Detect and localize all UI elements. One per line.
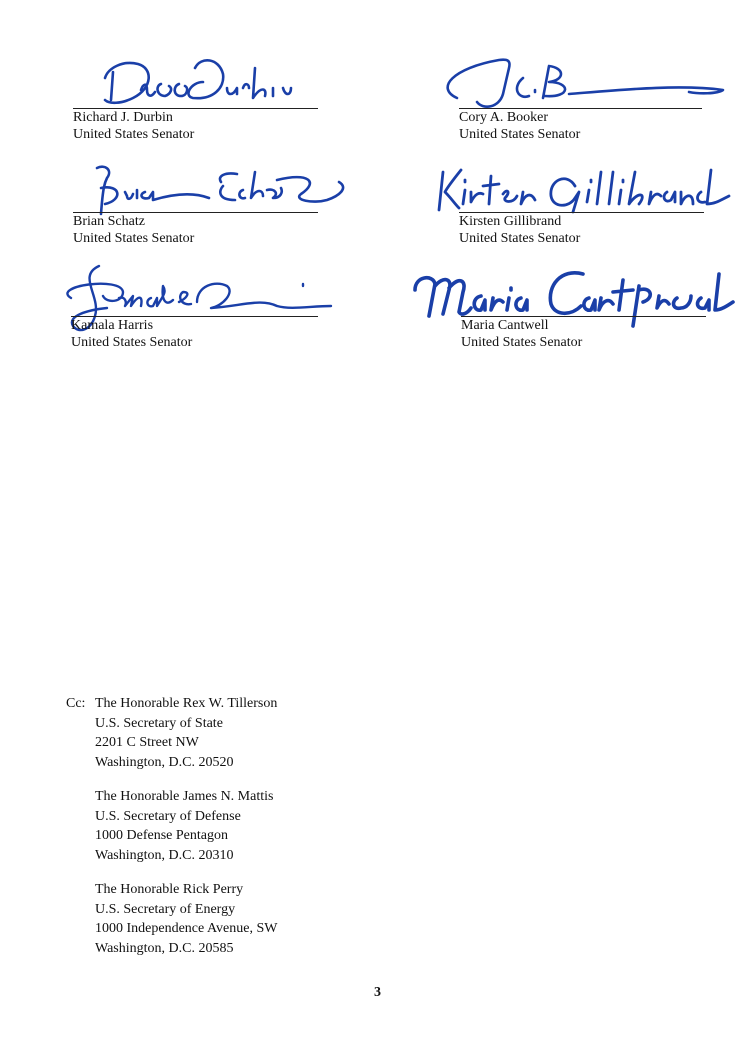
signature-line [459, 212, 704, 213]
cc-recipient-perry [95, 880, 277, 959]
cc-recipient-tillerson [95, 694, 277, 773]
recipient-title: U.S. Secretary of Defense [95, 808, 241, 824]
harris-signature [11, 246, 351, 336]
signer-title: United States Senator [73, 231, 195, 246]
signer-name: Richard J. Durbin [73, 110, 173, 125]
recipient-street: 1000 Defense Pentagon [95, 828, 228, 844]
signer-title: United States Senator [459, 127, 581, 142]
recipient-city: Washington, D.C. 20310 [95, 848, 234, 864]
signer-name: Maria Cantwell [461, 318, 549, 333]
signature-block-cantwell [461, 316, 731, 396]
cc-label: Cc: [66, 696, 86, 711]
signer-name: Kamala Harris [71, 318, 154, 333]
signer-name: Cory A. Booker [459, 110, 549, 125]
schatz-signature [13, 142, 353, 232]
recipient-name: The Honorable Rex W. Tillerson [95, 696, 278, 711]
cantwell-signature [401, 246, 741, 336]
recipient-city: Washington, D.C. 20520 [95, 755, 234, 771]
signer-name: Kirsten Gillibrand [459, 214, 562, 229]
signature-line [71, 316, 318, 317]
signer-title: United States Senator [73, 127, 195, 142]
signer-name: Brian Schatz [73, 214, 145, 229]
signature-line [461, 316, 706, 317]
signature-block-harris [71, 316, 341, 396]
recipient-title: U.S. Secretary of Energy [95, 901, 236, 917]
recipient-name: The Honorable Rick Perry [95, 882, 244, 897]
signature-line [73, 212, 318, 213]
page-number: 3 [374, 985, 381, 1000]
recipient-name: The Honorable James N. Mattis [95, 789, 274, 804]
signature-line [459, 108, 702, 109]
recipient-street: 1000 Independence Avenue, SW [95, 921, 278, 937]
cc-recipient-mattis [95, 787, 273, 866]
gillibrand-signature [399, 142, 739, 232]
booker-signature [399, 38, 739, 128]
signer-title: United States Senator [71, 335, 193, 350]
signer-title: United States Senator [461, 335, 583, 350]
recipient-title: U.S. Secretary of State [95, 715, 223, 731]
recipient-city: Washington, D.C. 20585 [95, 941, 234, 957]
signer-title: United States Senator [459, 231, 581, 246]
durbin-signature [13, 38, 353, 128]
signature-line [73, 108, 318, 109]
recipient-street: 2201 C Street NW [95, 735, 199, 751]
